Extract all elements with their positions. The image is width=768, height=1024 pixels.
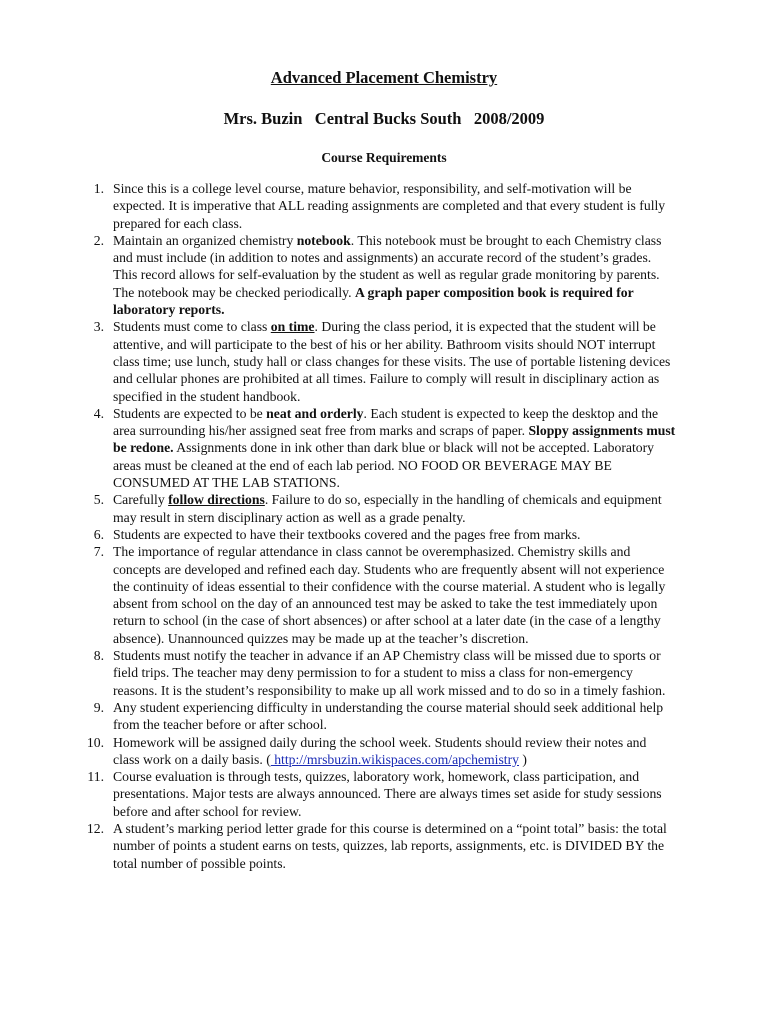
list-text: Any student experiencing difficulty in understanding the course material should seek additional help from the teacher before or after school. [113,699,664,733]
list-text: ) [519,751,527,767]
list-text: Students must notify the teacher in advance if an AP Chemistry class will be missed due to sports or field trips. The teacher may deny permission to for a student to miss a class for non-emergency reasons. It is the student’s responsibility to make up all work missed and to do so in a timely fashion. [113,648,666,698]
list-text: Since this is a college level course, mature behavior, responsibility, and self-motivation will be expected. It is imperative that ALL reading assignments are completed and that every student is fully prepared for each class. [113,181,666,231]
list-number: 3. [93,319,104,335]
list-number: 7. [93,544,104,560]
list-item [0,232,768,318]
list-item [0,768,768,820]
list-item [0,647,768,699]
list-item [0,820,768,872]
list-text: Course evaluation is through tests, quizzes, laboratory work, homework, class participation, and presentations. Major tests are always announced. There are always times set aside for study sessions before and after school for review. [113,769,662,819]
list-text: Homework will be assigned daily during the school week. Students should review their notes and class work on a daily basis. ( [113,734,647,767]
list-text: . Failure to do so, especially in the handling of chemicals and equipment may result in stern disciplinary action as well as a grade penalty. [113,492,662,525]
emphasis-text: notebook [296,232,351,248]
list-item [0,491,768,526]
document-title: Advanced Placement Chemistry [270,68,498,87]
list-item [0,734,768,769]
list-text: . During the class period, it is expected that the student will be attentive, and will participate to the best of his or her ability. Bathroom visits should NOT interrupt class time; use lunch, study hall or class changes for these visits. The use of portable listening devices and cellular phones are prohibited at all times. Failure to comply will result in disciplinary action as specified in the student handbook. [113,319,671,404]
list-item [0,180,768,232]
emphasis-text: on time [270,319,315,335]
document-subtitle: Mrs. Buzin Central Bucks South 2008/2009 [223,109,545,128]
emphasis-text: follow directions [168,492,265,508]
list-text: . Each student is expected to keep the desktop and the area surrounding his/her assigned seat free from marks and scraps of paper. [113,405,659,439]
list-text: Maintain an organized chemistry [113,232,297,248]
list-text: Students are expected to have their textbooks covered and the pages free from marks. [113,526,581,542]
list-text: Students must come to class [113,319,271,335]
list-number: 5. [93,492,104,508]
list-text: Carefully [113,492,169,508]
emphasis-text: A graph paper composition book is required for laboratory reports. [113,284,634,318]
section-heading: Course Requirements [321,150,447,165]
list-number: 1. [93,181,104,196]
list-item [0,526,768,543]
requirements-list [0,180,768,872]
list-number: 12. [86,820,104,836]
course-wiki-link[interactable]: http://mrsbuzin.wikispaces.com/apchemistry [270,751,519,767]
list-text: Students are expected to be [113,405,267,421]
list-number: 10. [86,734,104,750]
list-number: 2. [93,232,104,248]
emphasis-text: Sloppy assignments must be redone. [113,423,676,456]
list-text: . This notebook must be brought to each Chemistry class and must include (in addition to notes and assignments) an accurate record of the student’s grades. This record allows for self-evaluation by the student as well as regular grade monitoring by parents. The notebook may be checked periodically. [113,232,662,300]
list-item [0,318,768,404]
list-text: The importance of regular attendance in class cannot be overemphasized. Chemistry skills and concepts are developed and refined each day. Students who are frequently absent will not experience the continuity of ideas essential to their confidence with the course material. A student who is legally absent from school on the day of an announced test may be asked to take the test immediately upon return to school (in the case of short absences) or after school at a later date (in the case of a lengthy absence). Unannounced quizzes may be made up at the teacher’s discretion. [113,544,666,646]
list-item [0,543,768,647]
list-number: 9. [93,699,104,715]
list-number: 4. [93,405,104,421]
list-number: 8. [93,648,104,664]
list-item [0,699,768,734]
emphasis-text: neat and orderly [266,405,364,421]
list-text: Assignments done in ink other than dark blue or black will not be accepted. Laboratory areas must be cleaned at the end of each lab period. NO FOOD OR BEVERAGE MAY BE CONSUMED AT THE LAB STATIONS. [113,440,655,491]
list-item [0,405,768,491]
list-text: A student’s marking period letter grade for this course is determined on a “point total” basis: the total number of points a student earns on tests, quizzes, lab reports, assignments, etc. is DIVIDED BY the total number of possible points. [113,820,667,871]
list-number: 11. [87,769,104,785]
list-number: 6. [93,526,104,542]
